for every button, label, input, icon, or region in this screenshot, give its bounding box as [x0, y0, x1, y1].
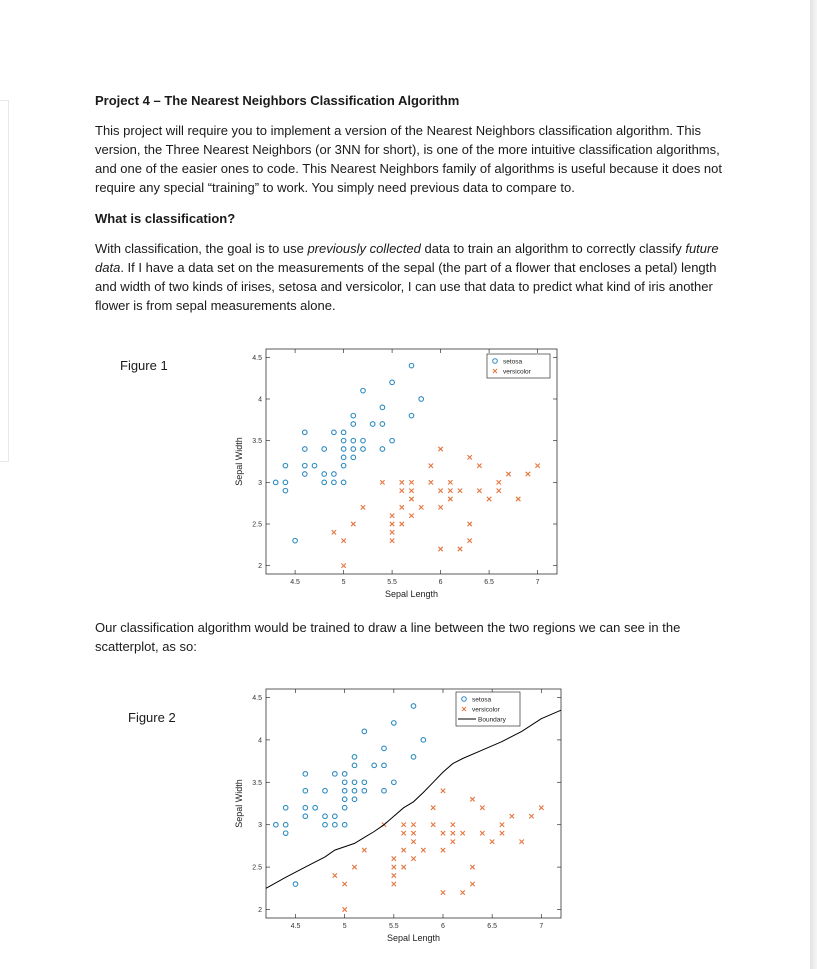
para2-emphasis-2: future data — [95, 241, 719, 275]
x-tick-label: 6 — [441, 923, 445, 930]
page-edge-shadow — [810, 0, 817, 969]
legend-label: versicolor — [503, 368, 531, 376]
x-tick-label: 4.5 — [290, 579, 300, 586]
x-tick-label: 4.5 — [290, 923, 301, 930]
section-heading: What is classification? — [95, 211, 236, 226]
x-tick-label: 5 — [341, 579, 346, 586]
x-tick-label: 7 — [539, 923, 544, 930]
legend-label: setosa — [472, 696, 492, 704]
x-tick-label: 5 — [342, 923, 347, 930]
legend — [456, 692, 520, 726]
intro-paragraph: This project will require you to implement a version of the Nearest Neighbors classification algorithm. This version, the Three Nearest Neighbors (or 3NN for short), is one of the more intuitive classification algorithms, and one of the easier ones to code. This Nearest Neighbors family of algorithms is useful because it does not require any special “training” to work. You simply need previous data to compare to. — [95, 123, 723, 195]
figure-1-label: Figure 1 — [120, 358, 168, 373]
para2-emphasis-1: previously collected — [307, 241, 421, 256]
y-tick-label: 3 — [258, 822, 262, 830]
x-tick-label: 5.5 — [387, 579, 397, 586]
x-axis-label: Sepal Length — [384, 589, 439, 599]
x-tick-label: 5.5 — [388, 923, 399, 930]
legend-label: versicolor — [472, 706, 500, 714]
y-tick-label: 4.5 — [252, 694, 262, 702]
y-tick-label: 3.5 — [252, 438, 262, 446]
x-axis-label: Sepal Length — [386, 933, 441, 943]
y-tick-label: 2.5 — [252, 864, 262, 872]
y-tick-label: 2.5 — [252, 521, 262, 529]
y-tick-label: 2 — [258, 563, 262, 571]
legend-label: setosa — [503, 358, 523, 366]
para2-text-2: data to train an algorithm to correctly classify — [420, 241, 686, 256]
document-title: Project 4 – The Nearest Neighbors Classification Algorithm — [95, 93, 460, 108]
legend-label: Boundary — [478, 716, 506, 724]
x-tick-label: 6.5 — [484, 579, 494, 586]
y-axis-label: Sepal Width — [234, 437, 244, 486]
y-tick-label: 2 — [258, 907, 262, 915]
x-tick-label: 7 — [535, 579, 540, 586]
para2-text-3: . If I have a data set on the measurements of the sepal (the part of a flower that encloses a petal) length and width of two kinds of irises, setosa and versicolor, I can use that data to predict what kind of iris another flower is from sepal measurements alone. — [95, 260, 717, 313]
y-axis-label: Sepal Width — [234, 779, 244, 828]
x-tick-label: 6 — [438, 579, 443, 586]
y-tick-label: 3 — [258, 479, 262, 487]
y-tick-label: 4 — [258, 737, 262, 745]
para2-text-1: With classification, the goal is to use — [95, 241, 308, 256]
y-tick-label: 3.5 — [252, 779, 262, 787]
figure-2-label: Figure 2 — [128, 710, 176, 725]
boundary-paragraph: Our classification algorithm would be trained to draw a line between the two regions we can see in the scatterplot, as so: — [95, 620, 681, 654]
y-tick-label: 4 — [258, 396, 262, 404]
y-tick-label: 4.5 — [252, 354, 262, 362]
x-tick-label: 6.5 — [487, 923, 498, 930]
